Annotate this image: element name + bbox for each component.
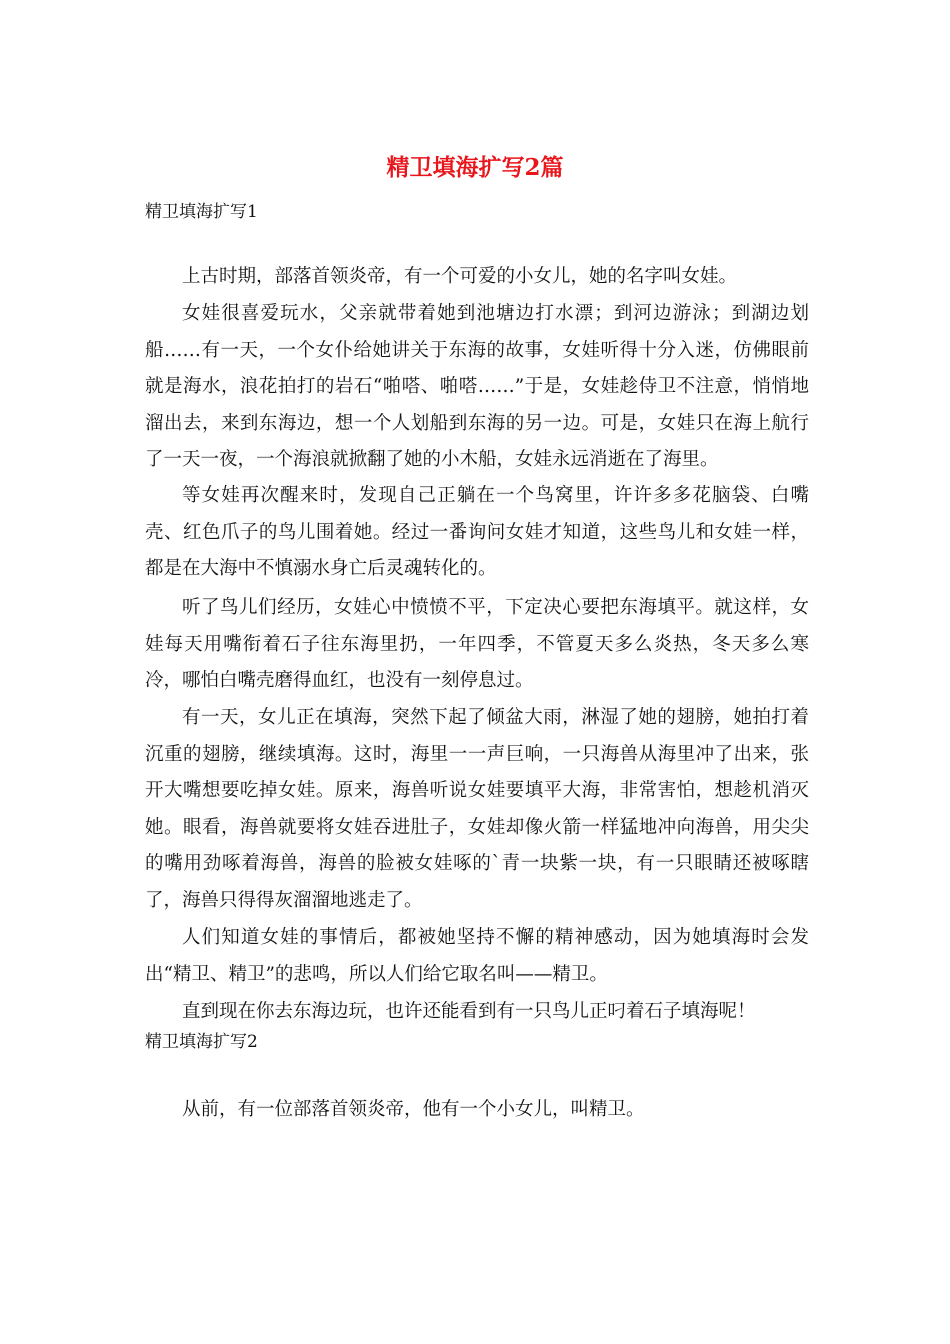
paragraph-1-4: 听了鸟儿们经历，女娃心中愤愤不平，下定决心要把东海填平。就这样，女娃每天用嘴衔着石子往东海里扔，一年四季，不管夏天多么炎热，冬天多么寒冷，哪怕白嘴壳磨得血红，也没有一刻停息过。: [145, 597, 809, 691]
document-title: 精卫填海扩写2篇: [386, 154, 564, 181]
paragraph-1-2: 女娃很喜爱玩水，父亲就带着她到池塘边打水漂；到河边游泳；到湖边划船……有一天，一个女仆给她讲关于东海的故事，女娃听得十分入迷，仿佛眼前就是海水，浪花拍打的岩石“啪嗒、啪嗒……”于是，女娃趁侍卫不注意，悄悄地溜出去，来到东海边，想一个人划船到东海的另一边。可是，女娃只在海上航行了一天一夜，一个海浪就掀翻了她的小木船，女娃永远消逝在了海里。: [145, 303, 809, 470]
paragraph-2-1: 从前，有一位部落首领炎帝，他有一个小女儿，叫精卫。: [182, 1099, 645, 1120]
paragraph-1-5: 有一天，女儿正在填海，突然下起了倾盆大雨，淋湿了她的翅膀，她拍打着沉重的翅膀，继续填海。这时，海里一一声巨响，一只海兽从海里冲了出来，张开大嘴想要吃掉女娃。原来，海兽听说女娃要填平大海，非常害怕，想趁机消灭她。眼看，海兽就要将女娃吞进肚子，女娃却像火箭一样猛地冲向海兽，用尖尖的嘴用劲啄着海兽，海兽的脸被女娃啄的`青一块紫一块，有一只眼睛还被啄瞎了，海兽只得得灰溜溜地逃走了。: [145, 707, 809, 911]
paragraph-1-7: 直到现在你去东海边玩，也许还能看到有一只鸟儿正叼着石子填海呢！: [182, 1001, 756, 1022]
section-heading-2: 精卫填海扩写2: [145, 1032, 258, 1052]
paragraph-1-6: 人们知道女娃的事情后，都被她坚持不懈的精神感动，因为她填海时会发出“精卫、精卫”的悲鸣，所以人们给它取名叫——精卫。: [145, 927, 809, 985]
paragraph-1-3: 等女娃再次醒来时，发现自己正躺在一个鸟窝里，许许多多花脑袋、白嘴壳、红色爪子的鸟儿围着她。经过一番询问女娃才知道，这些鸟儿和女娃一样，都是在大海中不慎溺水身亡后灵魂转化的。: [145, 485, 809, 579]
section-heading-1: 精卫填海扩写1: [145, 202, 258, 222]
paragraph-1-1: 上古时期，部落首领炎帝，有一个可爱的小女儿，她的名字叫女娃。: [182, 266, 738, 287]
